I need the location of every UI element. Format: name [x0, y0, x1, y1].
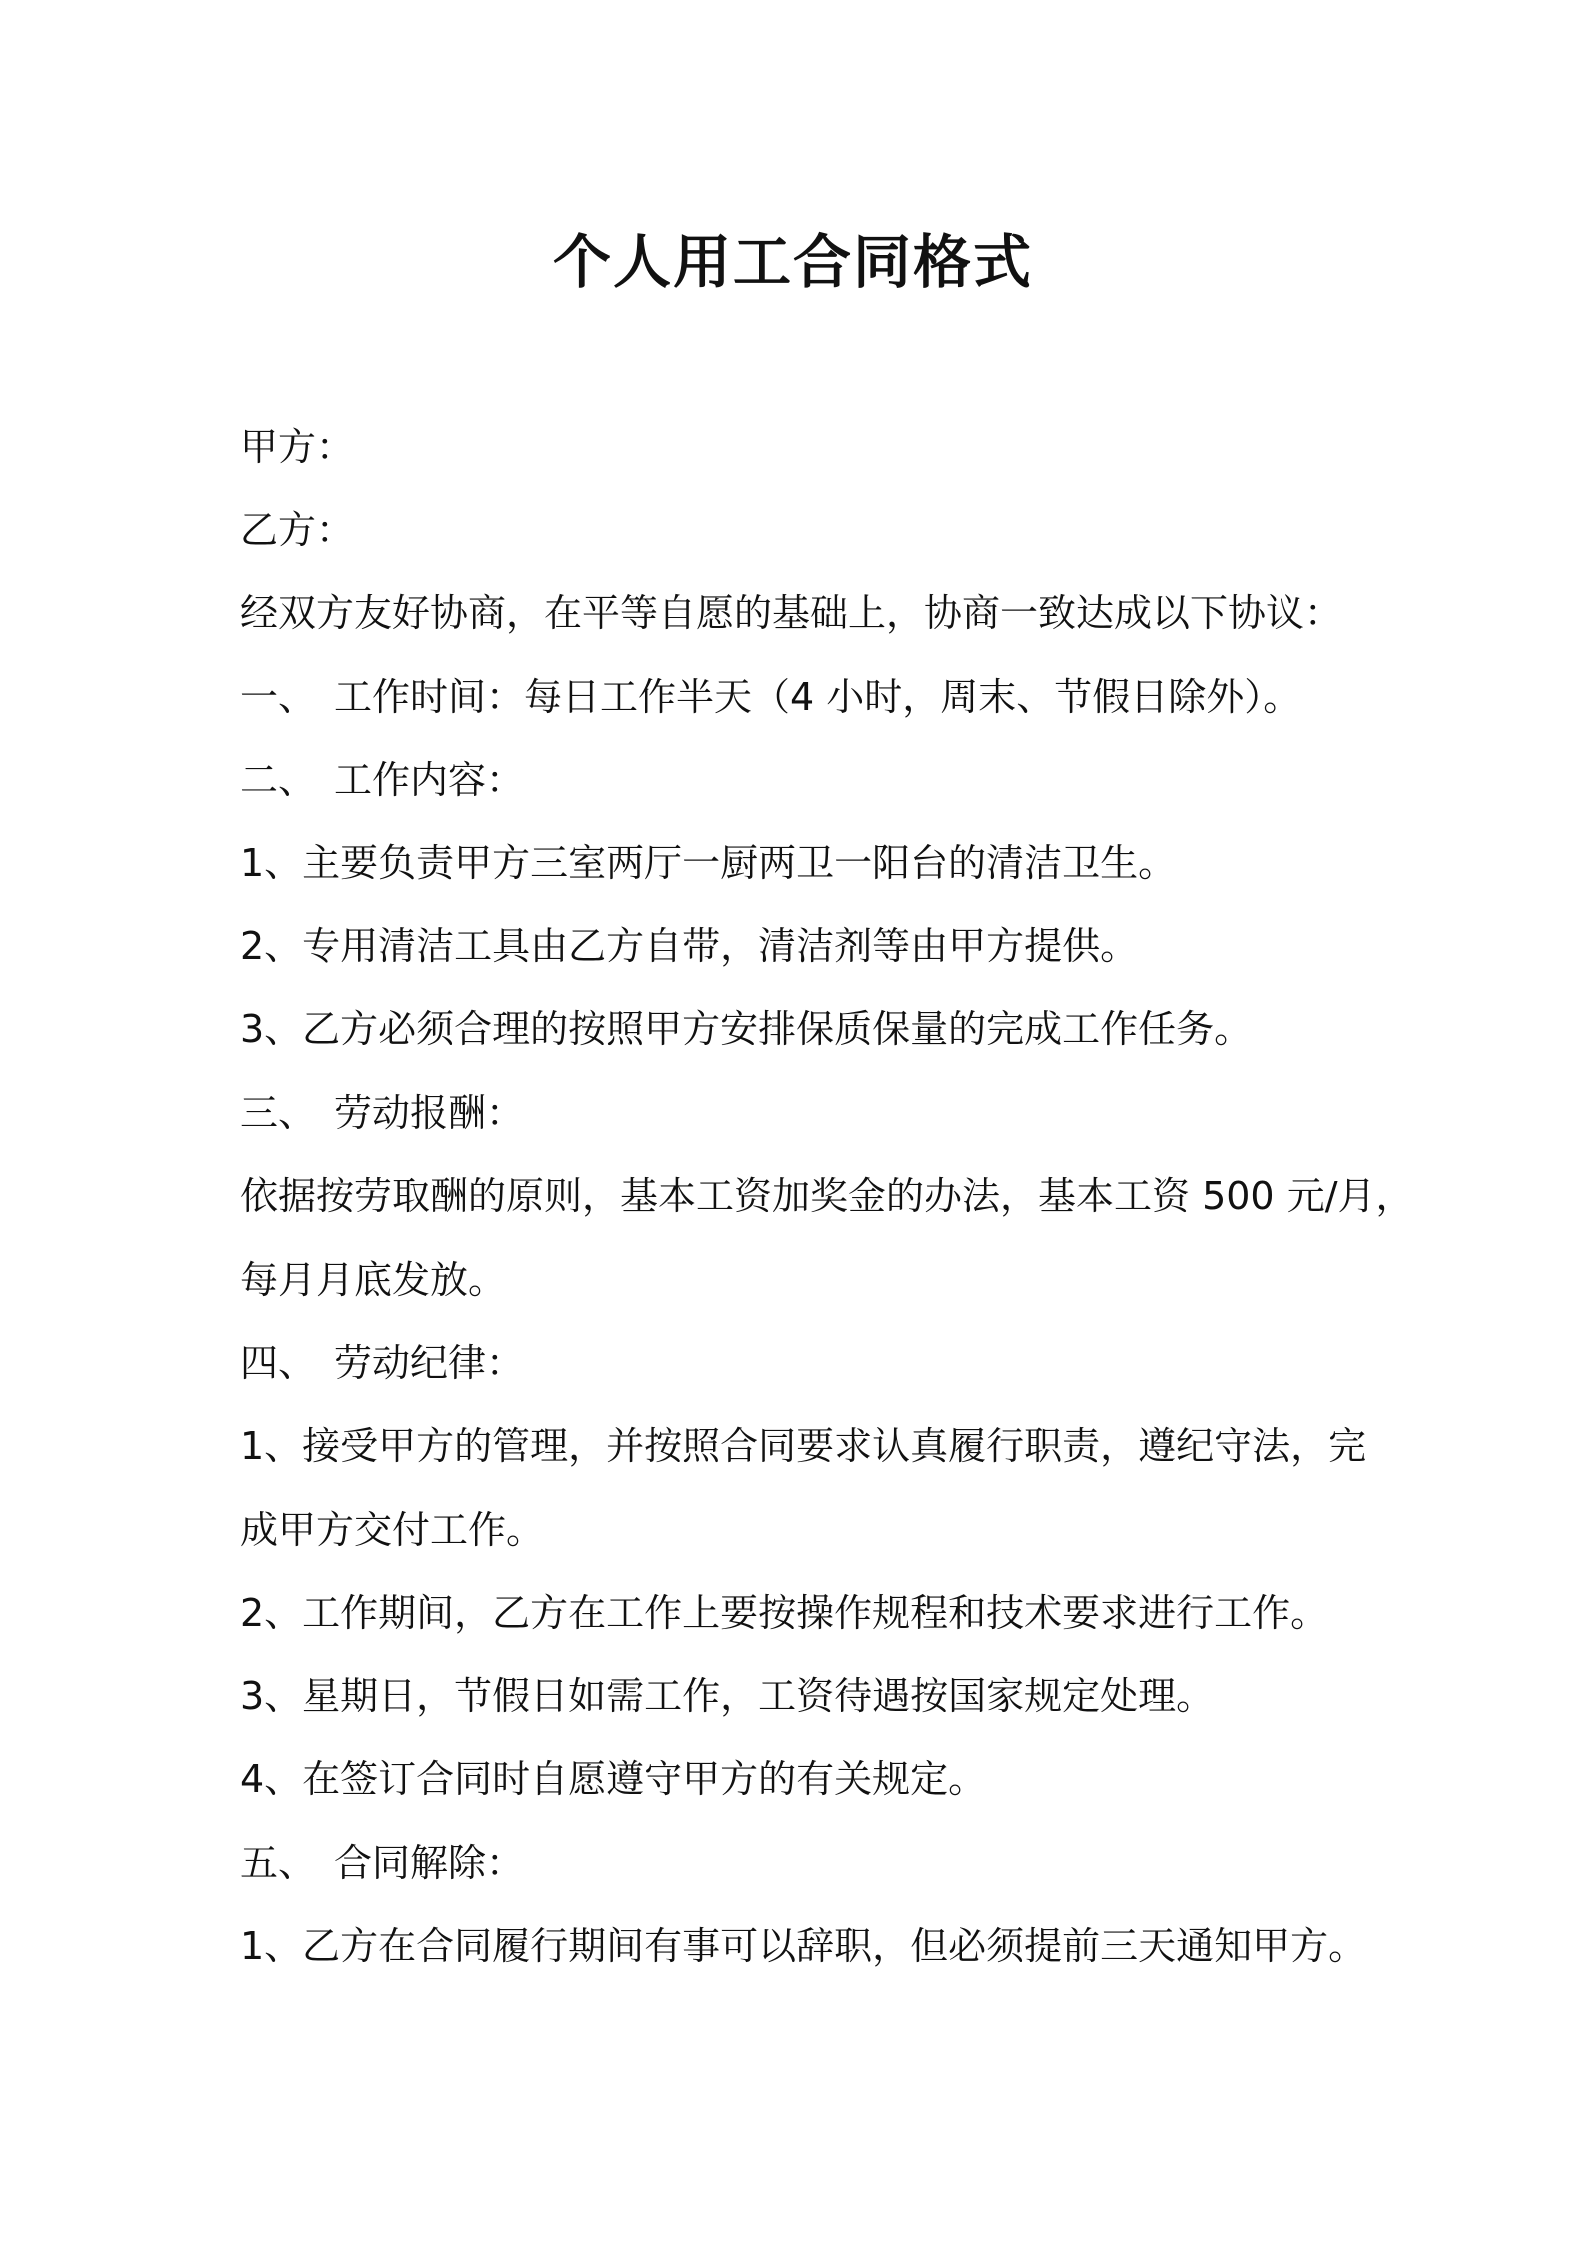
section-4-heading: 劳动纪律：: [334, 1341, 525, 1385]
section-2-number: 二、: [240, 758, 317, 802]
section-2-line: [240, 755, 524, 805]
party-a-line: 甲方：: [240, 425, 355, 469]
section-2-item-1: 1、主要负责甲方三室两厅一厨两卫一阳台的清洁卫生。: [240, 841, 1177, 885]
section-4-item-1-line-2: 成甲方交付工作。: [240, 1508, 545, 1552]
section-5-number: 五、: [240, 1841, 317, 1885]
section-4-item-4: 4、在签订合同时自愿遵守甲方的有关规定。: [240, 1757, 987, 1801]
section-2-item-3: 3、乙方必须合理的按照甲方安排保质保量的完成工作任务。: [240, 1007, 1253, 1051]
section-2-heading: 工作内容：: [334, 758, 525, 802]
intro-paragraph: 经双方友好协商，在平等自愿的基础上，协商一致达成以下协议：: [240, 591, 1343, 635]
section-3-paragraph-line-1: 依据按劳取酬的原则，基本工资加奖金的办法，基本工资 500 元/月，: [240, 1174, 1414, 1218]
section-2-item-2: 2、专用清洁工具由乙方自带，清洁剂等由甲方提供。: [240, 924, 1139, 968]
document-title: 个人用工合同格式: [552, 228, 1033, 296]
section-4-item-1-line-1: 1、接受甲方的管理，并按照合同要求认真履行职责，遵纪守法，完: [240, 1424, 1367, 1468]
section-4-item-3: 3、星期日，节假日如需工作，工资待遇按国家规定处理。: [240, 1674, 1215, 1718]
section-5-line: [240, 1838, 524, 1888]
section-4-line: [240, 1338, 524, 1388]
section-3-paragraph-line-2: 每月月底发放。: [240, 1258, 507, 1302]
section-1-number: 一、: [240, 675, 317, 719]
section-4-number: 四、: [240, 1341, 317, 1385]
section-4-item-2: 2、工作期间，乙方在工作上要按操作规程和技术要求进行工作。: [240, 1591, 1329, 1635]
section-1-heading: 工作时间：每日工作半天（4 小时，周末、节假日除外）。: [334, 675, 1302, 719]
party-b-line: 乙方：: [240, 508, 355, 552]
section-5-heading: 合同解除：: [334, 1841, 525, 1885]
section-3-heading: 劳动报酬：: [334, 1091, 525, 1135]
section-1-line: [240, 672, 1301, 722]
section-3-line: [240, 1088, 524, 1138]
section-3-number: 三、: [240, 1091, 317, 1135]
section-5-item-1: 1、乙方在合同履行期间有事可以辞职，但必须提前三天通知甲方。: [240, 1924, 1367, 1968]
